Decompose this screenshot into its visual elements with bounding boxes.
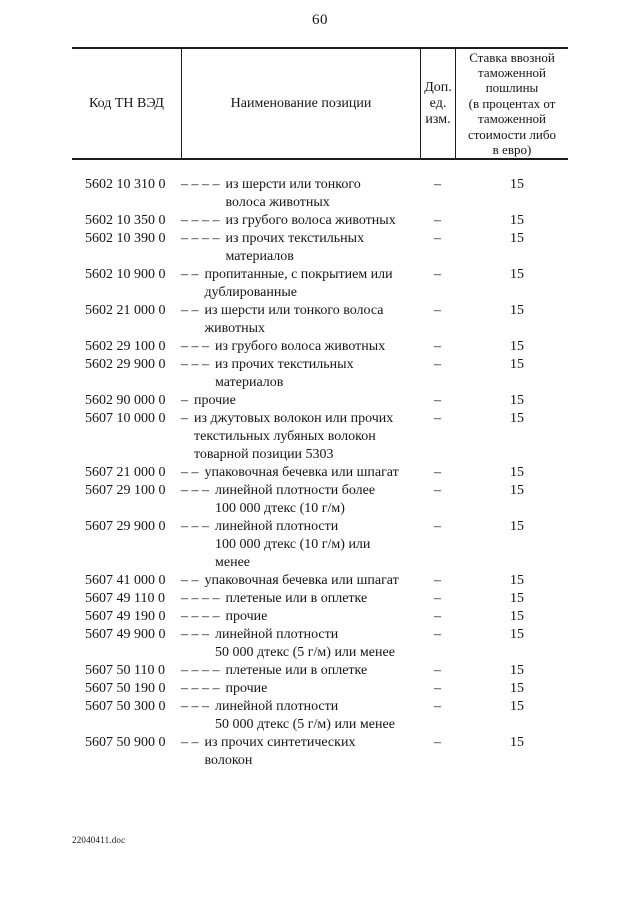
row-code: 5607 29 900 0 [85, 519, 166, 534]
table-row [72, 356, 568, 392]
row-name [181, 662, 420, 680]
row-unit: – [434, 465, 441, 480]
row-name-text [226, 662, 421, 680]
row-name [181, 392, 420, 410]
row-name-line: товарной позиции 5303 [194, 447, 334, 462]
table-row [72, 572, 568, 590]
row-name-line: волокон [204, 753, 253, 768]
row-rate: 15 [510, 267, 524, 282]
row-rate: 15 [510, 735, 524, 750]
table-row [72, 338, 568, 356]
row-name-line: линейной плотности [215, 699, 339, 714]
row-code: 5607 49 110 0 [85, 591, 165, 606]
footer-filename: 22040411.doc [72, 835, 126, 845]
row-name-line: материалов [215, 375, 284, 390]
row-name-dashes: – – – [181, 339, 209, 354]
row-code: 5607 10 000 0 [85, 411, 166, 426]
row-name-dashes: – – – [181, 699, 209, 714]
row-name [181, 410, 420, 464]
row-rate: 15 [510, 213, 524, 228]
row-code: 5602 10 390 0 [85, 231, 166, 246]
row-unit: – [434, 699, 441, 714]
row-rate: 15 [510, 357, 524, 372]
row-name-line: линейной плотности более [215, 483, 376, 498]
column-header-unit [420, 49, 455, 158]
row-code: 5602 90 000 0 [85, 393, 166, 408]
row-name-line: волоса животных [225, 195, 330, 210]
row-name-line: из прочих текстильных [215, 357, 354, 372]
row-code: 5602 10 350 0 [85, 213, 166, 228]
row-code: 5602 10 900 0 [85, 267, 166, 282]
row-unit: – [434, 231, 441, 246]
table-row [72, 266, 568, 302]
column-header-unit-line: изм. [425, 111, 451, 127]
row-unit: – [434, 591, 441, 606]
table-row [72, 734, 568, 770]
row-code: 5607 49 900 0 [85, 627, 166, 642]
row-rate: 15 [510, 519, 524, 534]
row-name-text [226, 230, 421, 266]
row-name-line: дублированные [204, 285, 297, 300]
row-name-text [226, 608, 421, 626]
row-name-dashes: – [181, 393, 188, 408]
row-name-dashes: – – – – [181, 663, 220, 678]
row-name-line: менее [215, 555, 250, 570]
row-name-dashes: – – – – [181, 177, 220, 192]
row-name-line: плетеные или в оплетке [225, 591, 368, 606]
row-name-line: прочие [225, 681, 268, 696]
table-row [72, 518, 568, 572]
row-name-text [205, 464, 421, 482]
row-unit: – [434, 339, 441, 354]
row-rate: 15 [510, 681, 524, 696]
table-body [72, 160, 568, 770]
row-name-text [215, 518, 420, 572]
row-code: 5607 21 000 0 [85, 465, 166, 480]
table-row [72, 464, 568, 482]
row-name-text [205, 266, 421, 302]
row-name-line: из грубого волоса животных [215, 339, 386, 354]
column-header-rate-line: пошлины [485, 80, 539, 96]
row-code: 5602 29 900 0 [85, 357, 166, 372]
row-code: 5602 29 100 0 [85, 339, 166, 354]
column-header-rate-line: в евро) [492, 142, 532, 158]
row-name-text [215, 698, 420, 734]
table-row [72, 626, 568, 662]
row-rate: 15 [510, 303, 524, 318]
row-name-line: из прочих текстильных [225, 231, 365, 246]
row-name-text [226, 680, 421, 698]
row-name-line: линейной плотности [215, 519, 339, 534]
row-name-dashes: – – – – [181, 231, 220, 246]
row-name-line: плетеные или в оплетке [225, 663, 368, 678]
row-unit: – [434, 393, 441, 408]
row-name [181, 608, 420, 626]
row-name [181, 302, 420, 338]
tariff-table [72, 47, 568, 770]
row-unit: – [434, 609, 441, 624]
row-name [181, 626, 420, 662]
row-unit: – [434, 213, 441, 228]
row-name-dashes: – – – – [181, 591, 220, 606]
column-header-rate-line: таможенной [478, 64, 546, 80]
table-row [72, 392, 568, 410]
column-header-rate-line: стоимости либо [467, 126, 556, 142]
table-row [72, 698, 568, 734]
row-code: 5602 21 000 0 [85, 303, 166, 318]
row-name-line: упаковочная бечевка или шпагат [204, 465, 399, 480]
row-name [181, 680, 420, 698]
row-name-dashes: – – – – [181, 609, 220, 624]
row-rate: 15 [510, 627, 524, 642]
column-header-rate-line: (в процентах от [468, 95, 556, 111]
row-code: 5607 50 110 0 [85, 663, 165, 678]
row-name-dashes: – – – [181, 357, 209, 372]
row-code: 5607 50 190 0 [85, 681, 166, 696]
row-name-text [226, 590, 421, 608]
row-unit: – [434, 681, 441, 696]
row-unit: – [434, 573, 441, 588]
column-header-name: Наименование позиции [181, 49, 420, 158]
row-name-line: прочие [225, 609, 268, 624]
row-rate: 15 [510, 483, 524, 498]
table-row [72, 590, 568, 608]
table-row [72, 212, 568, 230]
row-rate: 15 [510, 591, 524, 606]
row-name-line: 100 000 дтекс (10 г/м) или [215, 537, 371, 552]
row-name [181, 698, 420, 734]
row-rate: 15 [510, 465, 524, 480]
row-name-line: 50 000 дтекс (5 г/м) или менее [215, 645, 395, 660]
page-number: 60 [312, 12, 328, 28]
row-name-text [215, 338, 420, 356]
row-name-text [205, 572, 421, 590]
row-rate: 15 [510, 393, 524, 408]
row-name-line: 50 000 дтекс (5 г/м) или менее [215, 717, 395, 732]
row-unit: – [434, 357, 441, 372]
row-name-dashes: – – – [181, 483, 209, 498]
row-rate: 15 [510, 231, 524, 246]
table-row [72, 608, 568, 626]
table-row [72, 230, 568, 266]
row-unit: – [434, 303, 441, 318]
row-name [181, 590, 420, 608]
table-row [72, 662, 568, 680]
row-name-text [215, 626, 420, 662]
row-code: 5607 49 190 0 [85, 609, 166, 624]
row-name-dashes: – – – – [181, 213, 220, 228]
row-rate: 15 [510, 573, 524, 588]
row-name [181, 734, 420, 770]
table-row [72, 680, 568, 698]
row-name-text [226, 212, 421, 230]
column-header-rate-line: таможенной [478, 111, 546, 127]
row-name-dashes: – – [181, 267, 199, 282]
row-name-text [194, 392, 420, 410]
row-rate: 15 [510, 411, 524, 426]
row-name-line: из грубого волоса животных [225, 213, 396, 228]
row-name-line: упаковочная бечевка или шпагат [204, 573, 399, 588]
column-header-unit-line: ед. [429, 95, 447, 111]
row-rate: 15 [510, 177, 524, 192]
row-unit: – [434, 411, 441, 426]
row-name-dashes: – – [181, 573, 199, 588]
row-name [181, 338, 420, 356]
row-code: 5607 29 100 0 [85, 483, 166, 498]
row-name [181, 230, 420, 266]
row-name-text [205, 302, 421, 338]
row-unit: – [434, 177, 441, 192]
row-name-line: 100 000 дтекс (10 г/м) [215, 501, 345, 516]
table-row [72, 302, 568, 338]
row-name-dashes: – – – [181, 519, 209, 534]
row-name [181, 518, 420, 572]
row-unit: – [434, 519, 441, 534]
row-name-text [194, 410, 420, 464]
row-name [181, 212, 420, 230]
row-name-line: из прочих синтетических [204, 735, 356, 750]
row-name-line: линейной плотности [215, 627, 339, 642]
column-header-code: Код ТН ВЭД [89, 95, 164, 111]
row-name-line: из джутовых волокон или прочих [194, 411, 394, 426]
row-name-text [215, 356, 420, 392]
row-code: 5607 50 900 0 [85, 735, 166, 750]
row-name-dashes: – – – – [181, 681, 220, 696]
row-unit: – [434, 627, 441, 642]
row-unit: – [434, 483, 441, 498]
row-name-line: прочие [194, 393, 236, 408]
column-header-rate-line: Ставка ввозной [469, 49, 555, 65]
row-name-text [205, 734, 421, 770]
column-header-unit-line: Доп. [424, 79, 452, 95]
row-rate: 15 [510, 699, 524, 714]
row-unit: – [434, 735, 441, 750]
table-row [72, 410, 568, 464]
row-rate: 15 [510, 663, 524, 678]
row-code: 5607 41 000 0 [85, 573, 166, 588]
row-unit: – [434, 663, 441, 678]
row-name-line: пропитанные, с покрытием или [204, 267, 393, 282]
row-unit: – [434, 267, 441, 282]
row-name [181, 572, 420, 590]
row-name [181, 482, 420, 518]
row-rate: 15 [510, 609, 524, 624]
column-header-rate [455, 49, 568, 158]
row-name-line: текстильных лубяных волокон [194, 429, 376, 444]
row-name [181, 176, 420, 212]
table-row [72, 176, 568, 212]
row-name-line: материалов [225, 249, 294, 264]
table-row [72, 482, 568, 518]
row-name [181, 356, 420, 392]
row-name-line: животных [204, 321, 266, 336]
row-name [181, 266, 420, 302]
row-name [181, 464, 420, 482]
row-rate: 15 [510, 339, 524, 354]
row-name-dashes: – – [181, 465, 199, 480]
row-name-dashes: – – [181, 303, 199, 318]
row-name-text [215, 482, 420, 518]
row-name-dashes: – – [181, 735, 199, 750]
row-name-line: из шерсти или тонкого [225, 177, 361, 192]
table-header-row [72, 47, 568, 160]
row-name-dashes: – – – [181, 627, 209, 642]
row-name-dashes: – [181, 411, 188, 426]
row-name-line: из шерсти или тонкого волоса [204, 303, 384, 318]
row-code: 5602 10 310 0 [85, 177, 166, 192]
row-code: 5607 50 300 0 [85, 699, 166, 714]
row-name-text [226, 176, 421, 212]
